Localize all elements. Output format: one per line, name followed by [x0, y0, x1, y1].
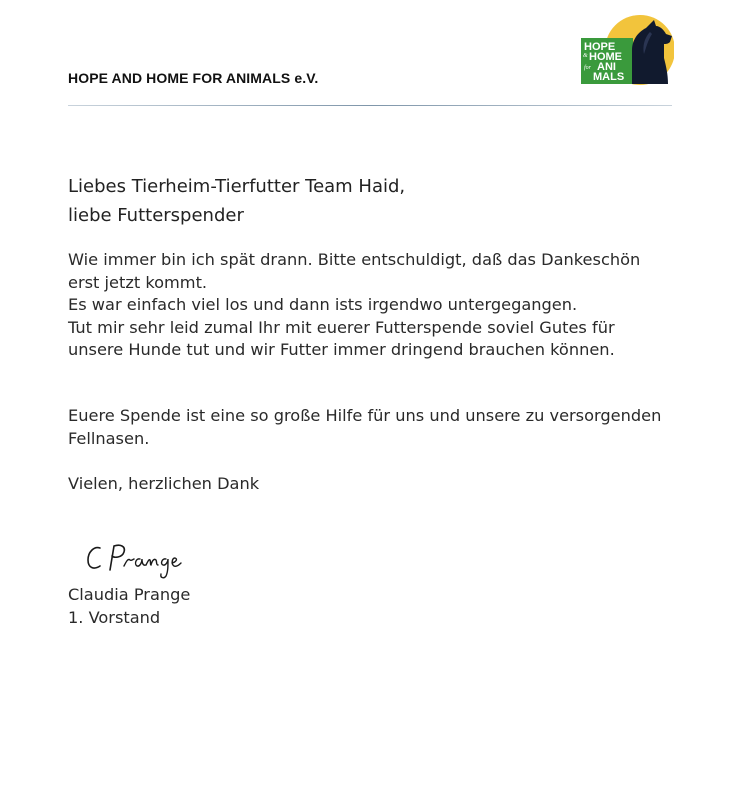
- closing-line: Vielen, herzlichen Dank: [68, 474, 260, 493]
- salutation-line: Liebes Tierheim-Tierfutter Team Haid,: [68, 176, 406, 197]
- body-paragraph-2: [68, 405, 680, 450]
- paragraph-line: Euere Spende ist eine so große Hilfe für uns und unsere zu versorgenden: [68, 406, 662, 425]
- paragraph-line: Tut mir sehr leid zumal Ihr mit euerer Futterspende soviel Gutes für: [68, 317, 615, 337]
- paragraph-line: Fellnasen.: [68, 428, 150, 448]
- paragraph-line: unsere Hunde tut und wir Futter immer dringend brauchen können.: [68, 340, 615, 359]
- handwritten-signature: [84, 538, 194, 582]
- signer-block: [68, 584, 190, 629]
- logo-text-ani: ANI: [597, 61, 616, 73]
- signer-name: Claudia Prange: [68, 585, 191, 604]
- logo-text-for: for: [584, 65, 592, 71]
- salutation-line: liebe Futterspender: [68, 205, 244, 226]
- paragraph-line: erst jetzt kommt.: [68, 272, 208, 292]
- hope-and-home-logo: [580, 14, 674, 86]
- body-paragraph-1: [68, 249, 680, 362]
- logo-text-and: &: [583, 53, 588, 59]
- paragraph-line: Wie immer bin ich spät drann. Bitte entschuldigt, daß das Dankeschön: [68, 250, 641, 269]
- logo-text-mals: MALS: [593, 71, 625, 83]
- logo-text-hope: HOPE: [584, 41, 616, 53]
- signer-role: 1. Vorstand: [68, 607, 161, 627]
- header-divider: [68, 105, 672, 106]
- organization-name: HOPE AND HOME FOR ANIMALS e.V.: [68, 70, 319, 86]
- logo-text-home: HOME: [589, 51, 622, 63]
- salutation: [68, 172, 405, 230]
- paragraph-line: Es war einfach viel los und dann ists irgendwo untergegangen.: [68, 295, 578, 314]
